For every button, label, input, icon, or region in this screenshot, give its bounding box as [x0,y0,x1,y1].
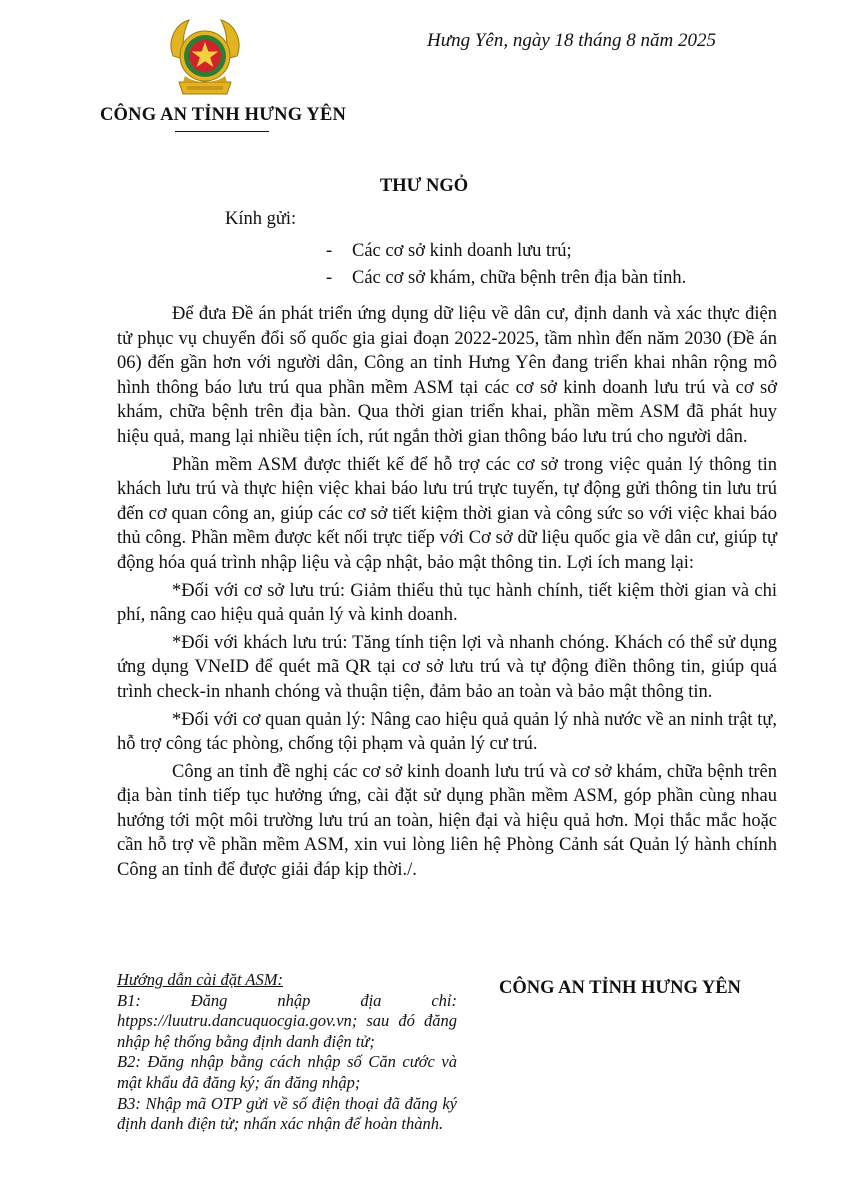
date-line: Hưng Yên, ngày 18 tháng 8 năm 2025 [427,30,717,51]
header-divider [175,131,269,132]
install-guide [117,970,457,1135]
letter-body [117,302,777,886]
recipient-list [326,238,686,292]
install-step: B1: Đăng nhập địa chỉ: htpps://luutru.dancuquocgia.gov.vn; sau đó đăng nhập hệ thống bằng định danh điện tử; [117,990,457,1051]
signature-block: CÔNG AN TỈNH HƯNG YÊN [499,978,741,998]
recipient-item: - Các cơ sở kinh doanh lưu trú; [326,241,572,261]
body-paragraph: *Đối với khách lưu trú: Tăng tính tiện lợi và nhanh chóng. Khách có thể sử dụng ứng dụng VNeID để quét mã QR tại cơ sở lưu trú và tự động điền thông tin, giúp quá trình check-in nhanh chóng và thuận tiện, đảm bảo an toàn và bảo mật thông tin. [117,632,777,702]
salutation: Kính gửi: [225,209,297,229]
body-paragraph: Công an tỉnh đề nghị các cơ sở kinh doanh lưu trú và cơ sở khám, chữa bệnh trên địa bàn tỉnh tiếp tục hưởng ứng, cài đặt sử dụng phần mềm ASM, góp phần cùng nhau hướng tới một môi trường lưu trú an toàn, hiện đại và hiệu quả hơn. Mọi thắc mắc hoặc cần hỗ trợ về phần mềm ASM, xin vui lòng liên hệ Phòng Cảnh sát Quản lý hành chính Công an tỉnh để được giải đáp kịp thời./. [117,761,777,881]
document-title: THƯ NGỎ [379,176,469,196]
recipient-item: - Các cơ sở khám, chữa bệnh trên địa bàn tỉnh. [326,268,687,288]
recipient-text: Các cơ sở khám, chữa bệnh trên địa bàn tỉnh. [352,268,687,288]
install-guide-heading: Hướng dẫn cài đặt ASM: [117,970,283,989]
install-step: B2: Đăng nhập bằng cách nhập số Căn cước và mật khẩu đã đăng ký; ấn đăng nhập; [117,1052,457,1092]
body-paragraph: *Đối với cơ sở lưu trú: Giảm thiểu thủ tục hành chính, tiết kiệm thời gian và chi phí, nâng cao hiệu quả quản lý và kinh doanh. [117,580,777,626]
recipient-text: Các cơ sở kinh doanh lưu trú; [352,241,572,261]
police-emblem-icon [165,16,245,102]
organization-header: CÔNG AN TỈNH HƯNG YÊN [100,105,347,125]
body-paragraph: *Đối với cơ quan quản lý: Nâng cao hiệu quả quản lý nhà nước về an ninh trật tự, hỗ trợ công tác phòng, chống tội phạm và quản lý cư trú. [117,709,777,755]
body-paragraph: Phần mềm ASM được thiết kế để hỗ trợ các cơ sở trong việc quản lý thông tin khách lưu trú và thực hiện việc khai báo lưu trú trực tuyến, tự động gửi thông tin lưu trú đến cơ quan công an, giúp các cơ sở tiết kiệm thời gian và công sức so với việc khai báo thủ công. Phần mềm được kết nối trực tiếp với Cơ sở dữ liệu quốc gia về dân cư, giúp tự động hóa quá trình nhập liệu và cập nhật, bảo mật thông tin. Lợi ích mang lại: [117,454,777,573]
install-step: B3: Nhập mã OTP gửi về số điện thoại đã đăng ký định danh điện tử; nhấn xác nhận để hoàn thành. [117,1093,457,1134]
body-paragraph: Để đưa Đề án phát triển ứng dụng dữ liệu về dân cư, định danh và xác thực điện tử phục vụ chuyển đổi số quốc gia giai đoạn 2022-2025, tầm nhìn đến năm 2030 (Đề án 06) đến gần hơn với người dân, Công an tỉnh Hưng Yên đang triển khai nhân rộng mô hình thông báo lưu trú qua phần mềm ASM tại các cơ sở kinh doanh lưu trú và cơ sở khám, chữa bệnh trên địa bàn. Qua thời gian triển khai, phần mềm ASM đã phát huy hiệu quả, mang lại nhiều tiện ích, rút ngắn thời gian thông báo lưu trú cho người dân. [117,304,777,447]
